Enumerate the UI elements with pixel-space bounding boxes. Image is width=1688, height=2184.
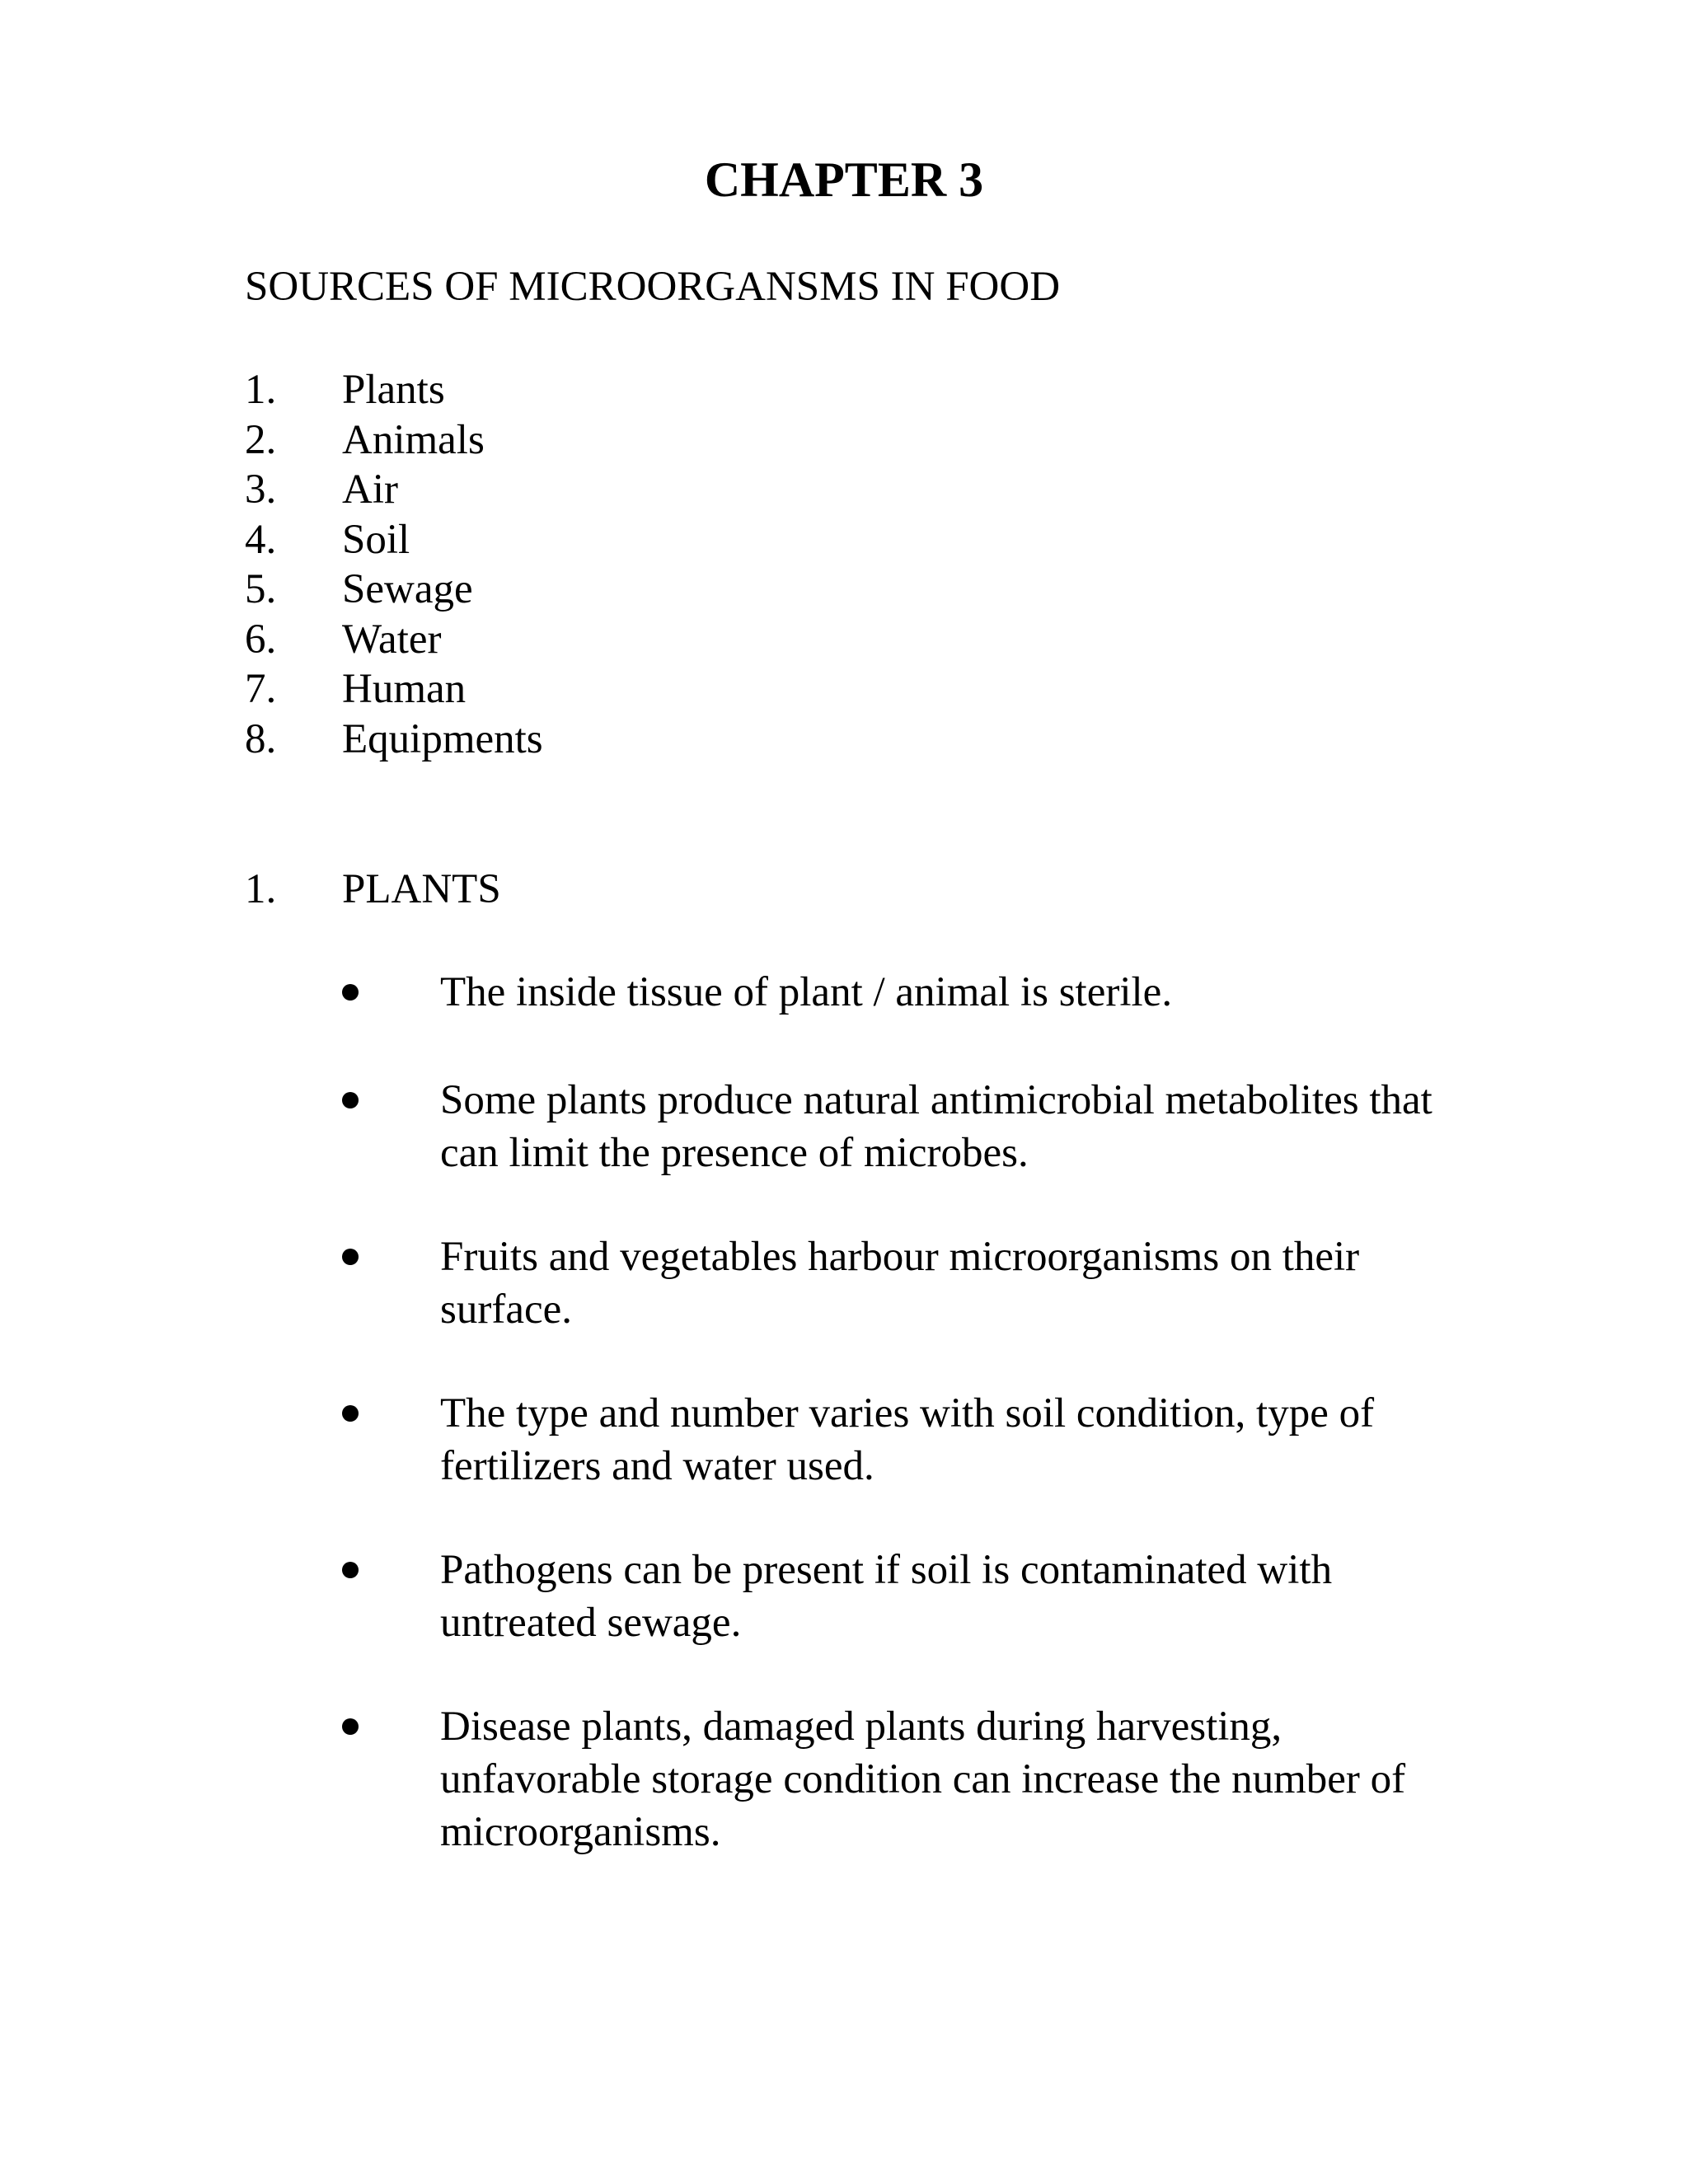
list-item-label: Equipments — [342, 715, 543, 762]
bullet-text: Some plants produce natural antimicrobial metabolites that can limit the presence of microbes. — [440, 1077, 1432, 1176]
list-item-number: 2. — [245, 416, 277, 463]
list-item-number: 4. — [245, 516, 277, 563]
bullet-text: Pathogens can be present if soil is contaminated with untreated sewage. — [440, 1547, 1333, 1646]
list-item — [245, 465, 543, 515]
section-heading: SOURCES OF MICROORGANSMS IN FOOD — [245, 264, 1061, 310]
list-item — [245, 565, 543, 615]
bullet-text: Disease plants, damaged plants during harvesting, unfavorable storage condition can increase the number of microorganisms. — [440, 1704, 1406, 1855]
list-item — [245, 664, 543, 715]
list-item-label: Air — [342, 466, 398, 513]
bullet-icon — [342, 1405, 359, 1422]
bullet-text: Fruits and vegetables harbour microorganisms on their surface. — [440, 1234, 1360, 1333]
plants-heading — [245, 865, 501, 914]
bullet-icon — [342, 1249, 359, 1265]
list-item-number: 8. — [245, 715, 277, 762]
list-item — [245, 715, 543, 765]
chapter-title: CHAPTER 3 — [704, 152, 984, 207]
list-item-label: Animals — [342, 416, 485, 463]
list-item-number: 6. — [245, 616, 277, 663]
list-item-label: Human — [342, 666, 467, 712]
list-item — [245, 615, 543, 665]
plants-heading-label: PLANTS — [342, 866, 501, 912]
list-item — [245, 515, 543, 565]
list-item-label: Soil — [342, 516, 410, 563]
bullet-icon — [342, 1562, 359, 1578]
bullet-text: The type and number varies with soil condition, type of fertilizers and water used. — [440, 1390, 1375, 1489]
list-item-label: Water — [342, 616, 442, 663]
plants-heading-number: 1. — [245, 866, 277, 912]
list-item — [245, 365, 543, 415]
bullet-text: The inside tissue of plant / animal is sterile. — [440, 969, 1173, 1015]
list-item-number: 1. — [245, 367, 277, 413]
bullet-icon — [342, 1718, 359, 1735]
list-item-label: Plants — [342, 367, 445, 413]
list-item-number: 7. — [245, 666, 277, 712]
bullet-icon — [342, 1092, 359, 1108]
list-item-label: Sewage — [342, 566, 473, 612]
list-item-number: 3. — [245, 466, 277, 513]
list-item-number: 5. — [245, 566, 277, 612]
list-item — [245, 415, 543, 466]
sources-list — [245, 365, 543, 764]
bullet-icon — [342, 984, 359, 1001]
